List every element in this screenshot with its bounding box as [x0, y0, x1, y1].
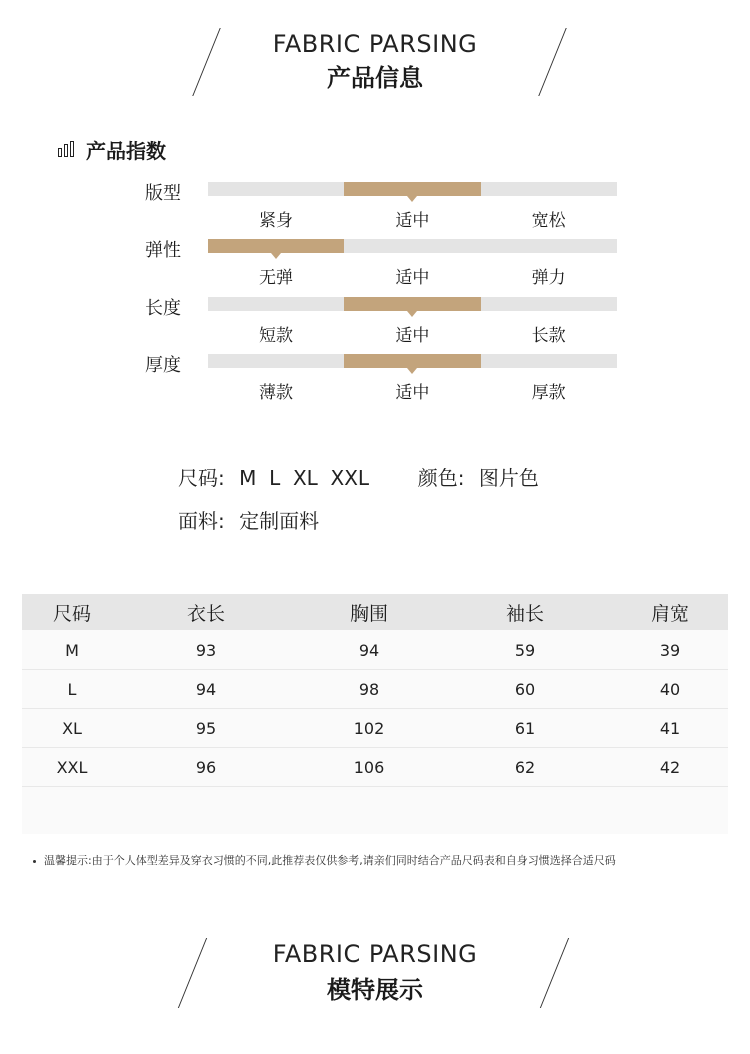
index-selected-segment [208, 239, 344, 253]
table-header-cell: 胸围 [349, 603, 388, 625]
product-index-title: 产品指数 [86, 138, 166, 163]
index-selected-segment [344, 182, 480, 196]
index-pointer-icon [407, 196, 417, 202]
color-value: 图片色 [478, 466, 539, 490]
size-tip [33, 852, 616, 868]
table-cell: 96 [195, 758, 217, 777]
index-option: 宽松 [531, 211, 566, 231]
index-track [208, 354, 617, 368]
bullet-icon [33, 860, 36, 863]
index-pointer-icon [271, 253, 281, 259]
index-track [208, 182, 617, 196]
index-selected-segment [344, 354, 480, 368]
table-row [22, 708, 728, 748]
index-row-label: 版型 [145, 183, 181, 204]
fabric-value: 定制面料 [239, 509, 320, 533]
product-index-heading [58, 135, 166, 163]
index-option: 适中 [395, 268, 430, 288]
index-selected-segment [344, 297, 480, 311]
table-cell: 98 [358, 680, 380, 699]
index-pointer-icon [407, 311, 417, 317]
fabric-label: 面料: [178, 509, 225, 533]
table-cell: 39 [659, 641, 681, 660]
table-cell: 94 [195, 680, 217, 699]
index-row-label: 长度 [145, 298, 181, 319]
header-english-title: FABRIC PARSING [272, 940, 478, 968]
table-row [22, 669, 728, 709]
table-header-cell: 衣长 [186, 603, 225, 625]
table-cell: 95 [195, 719, 217, 738]
index-option: 薄款 [259, 383, 293, 403]
header-english-title: FABRIC PARSING [272, 30, 478, 58]
spec-line-size-color [178, 462, 539, 491]
index-row [0, 239, 750, 295]
size-tip-text: 温馨提示:由于个人体型差异及穿衣习惯的不同,此推荐表仅供参考,请亲们同时结合产品尺码表和自身习惯选择合适尺码 [44, 854, 616, 867]
index-option: 短款 [259, 326, 293, 346]
header-product-info [0, 28, 750, 118]
size-table-header [22, 594, 728, 630]
table-header-cell: 袖长 [505, 603, 544, 625]
color-label: 颜色: [417, 466, 465, 490]
spec-line-fabric [178, 505, 319, 534]
index-pointer-icon [407, 368, 417, 374]
table-cell: 62 [514, 758, 536, 777]
table-cell: XXL [56, 758, 88, 777]
table-cell: 40 [659, 680, 681, 699]
table-header-cell: 肩宽 [650, 603, 689, 625]
header-model-display [0, 938, 750, 1028]
index-option: 紧身 [259, 211, 293, 231]
index-option: 无弹 [259, 268, 293, 288]
index-option: 适中 [395, 326, 430, 346]
size-label: 尺码: [178, 466, 225, 490]
table-cell: 59 [514, 641, 536, 660]
index-option: 适中 [395, 383, 430, 403]
table-cell: 61 [514, 719, 536, 738]
index-track [208, 297, 617, 311]
index-row [0, 297, 750, 353]
index-option: 厚款 [531, 383, 566, 403]
table-cell: 102 [353, 719, 385, 738]
index-option: 弹力 [531, 268, 566, 288]
bar-chart-icon [58, 141, 80, 157]
index-row-label: 弹性 [145, 240, 181, 261]
index-option: 长款 [531, 326, 566, 346]
table-header-cell: 尺码 [52, 603, 91, 625]
index-row [0, 182, 750, 238]
header-chinese-title: 模特展示 [327, 976, 423, 1004]
table-cell: 106 [353, 758, 385, 777]
table-row [22, 747, 728, 787]
header-chinese-title: 产品信息 [327, 64, 423, 92]
index-row [0, 354, 750, 410]
index-track [208, 239, 617, 253]
table-cell: M [65, 641, 79, 660]
size-table [22, 594, 728, 834]
table-cell: 42 [659, 758, 681, 777]
table-cell: 41 [659, 719, 681, 738]
table-cell: 93 [195, 641, 217, 660]
table-cell: 94 [358, 641, 380, 660]
size-values: M L XL XXL [239, 466, 370, 490]
table-cell: 60 [514, 680, 536, 699]
table-row [22, 630, 728, 670]
table-cell: XL [62, 719, 82, 738]
index-row-label: 厚度 [145, 355, 181, 376]
index-option: 适中 [395, 211, 430, 231]
table-cell: L [67, 680, 77, 699]
